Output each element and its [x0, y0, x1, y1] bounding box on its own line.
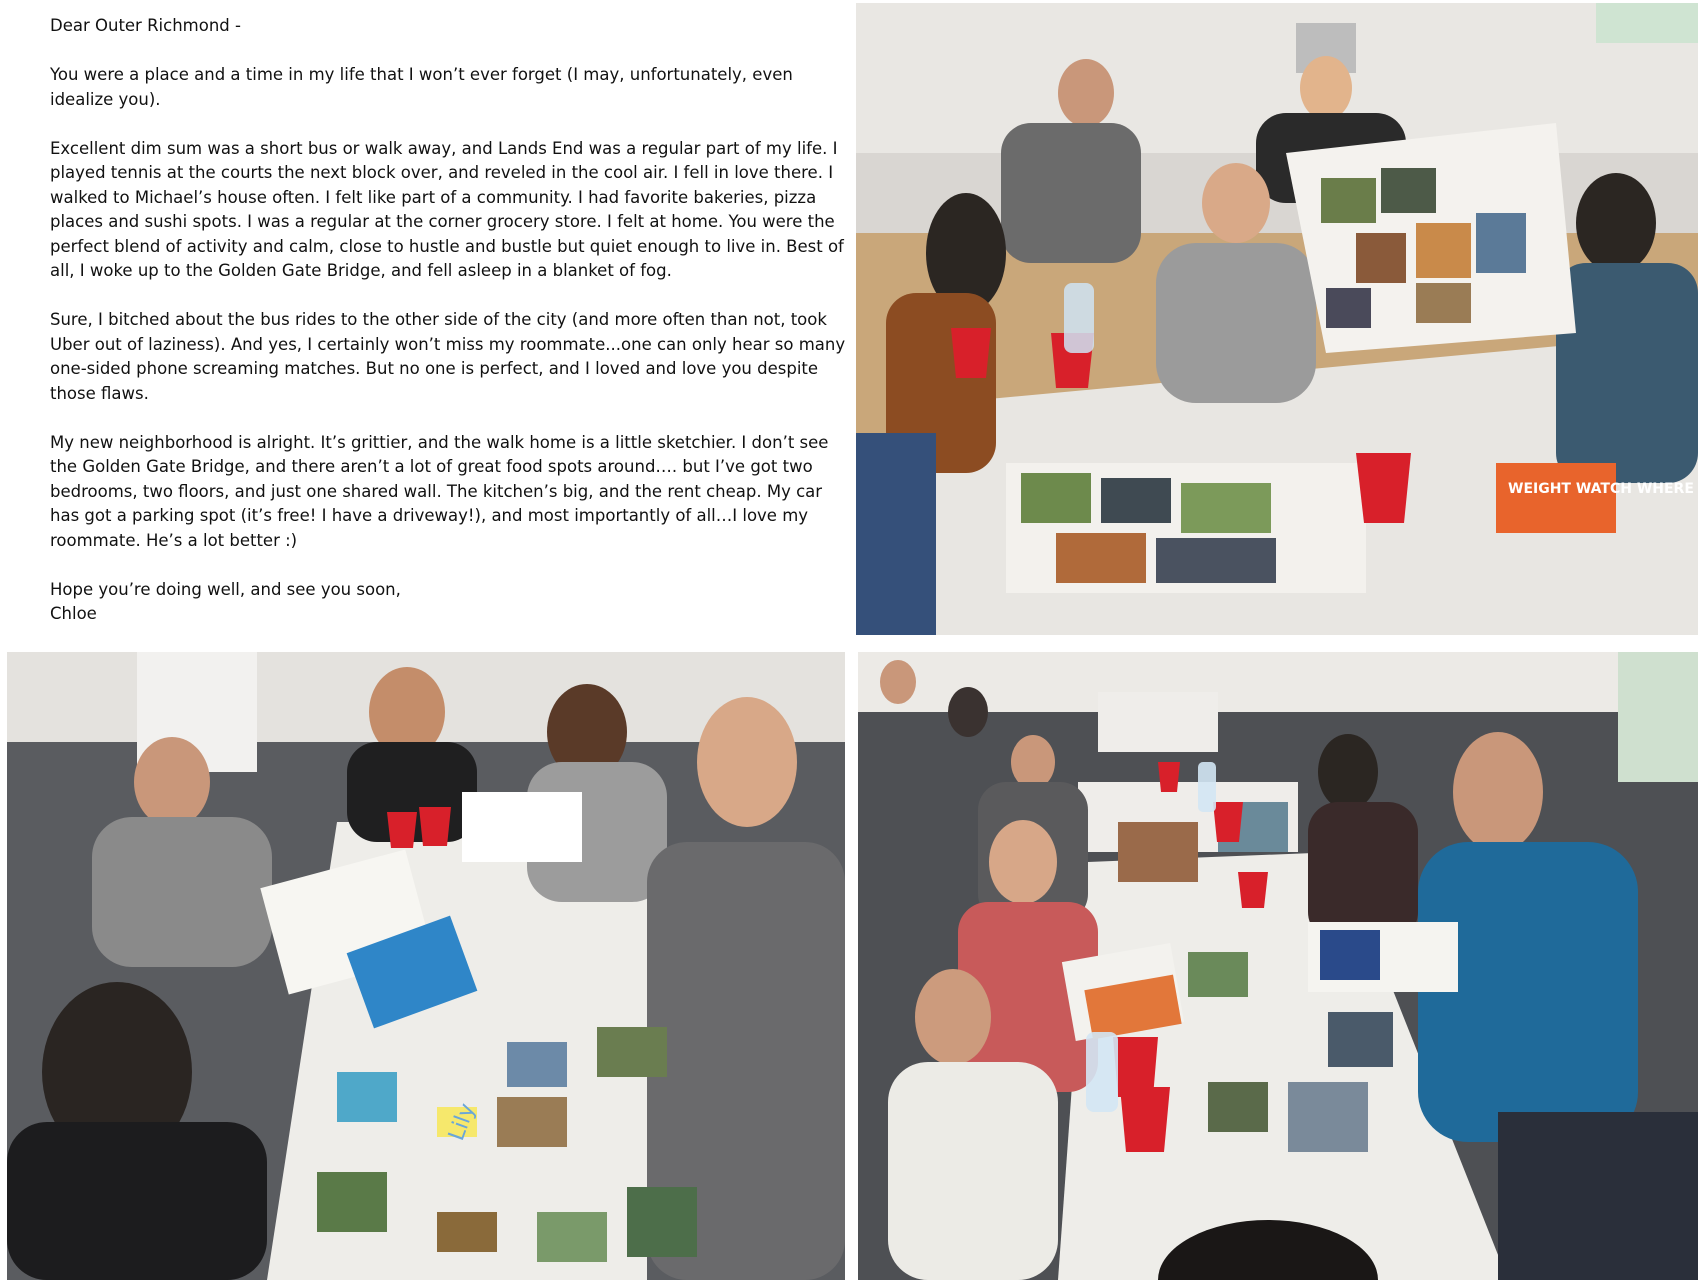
letter-closing: Hope you’re doing well, and see you soon,	[50, 579, 401, 599]
workshop-photo-magazines-art	[7, 652, 845, 1280]
letter-paragraph-2: Excellent dim sum was a short bus or walk away, and Lands End was a regular part of my life. I played tennis at the courts the next block over, and reveled in the cool air. I fell in love there. I walked to Michael’s house often. I felt like part of a community. I had favorite bakeries, pizza places and sushi spots. I was a regular at the corner grocery store. I felt at home. You were the perfect blend of activity and calm, close to hustle and bustle but quiet enough to live in. Best of all, I woke up to the Golden Gate Bridge, and fell asleep in a blanket of fog.	[50, 138, 844, 280]
workshop-photo-room	[858, 652, 1698, 1280]
workshop-photo-poster-art	[856, 3, 1698, 635]
letter	[50, 14, 850, 627]
letter-paragraph-1: You were a place and a time in my life that I won’t ever forget (I may, unfortunately, even idealize you).	[50, 65, 793, 109]
letter-paragraph-3: Sure, I bitched about the bus rides to the other side of the city (and more often than not, took Uber out of laziness). And yes, I certainly won’t miss my roommate...one can only hear so many one-sided phone screaming matches. But no one is perfect, and I loved and love you despite those flaws.	[50, 310, 846, 403]
workshop-photo-poster	[856, 3, 1698, 635]
name-card-text: Lily	[444, 1100, 481, 1145]
workshop-photo-magazines	[7, 652, 845, 1280]
sign-text: WEIGHT WATCH WHERE	[1508, 481, 1694, 497]
letter-signature: Chloe	[50, 604, 97, 623]
letter-paragraph-4: My new neighborhood is alright. It’s grittier, and the walk home is a little sketchier. I don’t see the Golden Gate Bridge, and there aren’t a lot of great food spots around…. but I’ve got two bedrooms, two floors, and just one shared wall. The kitchen’s big, and the rent cheap. My car has got a parking spot (it’s free! I have a driveway!), and most importantly of all…I love my roommate. He’s a lot better :)	[50, 432, 829, 550]
letter-greeting: Dear Outer Richmond -	[50, 16, 241, 35]
workshop-photo-room-art	[858, 652, 1698, 1280]
